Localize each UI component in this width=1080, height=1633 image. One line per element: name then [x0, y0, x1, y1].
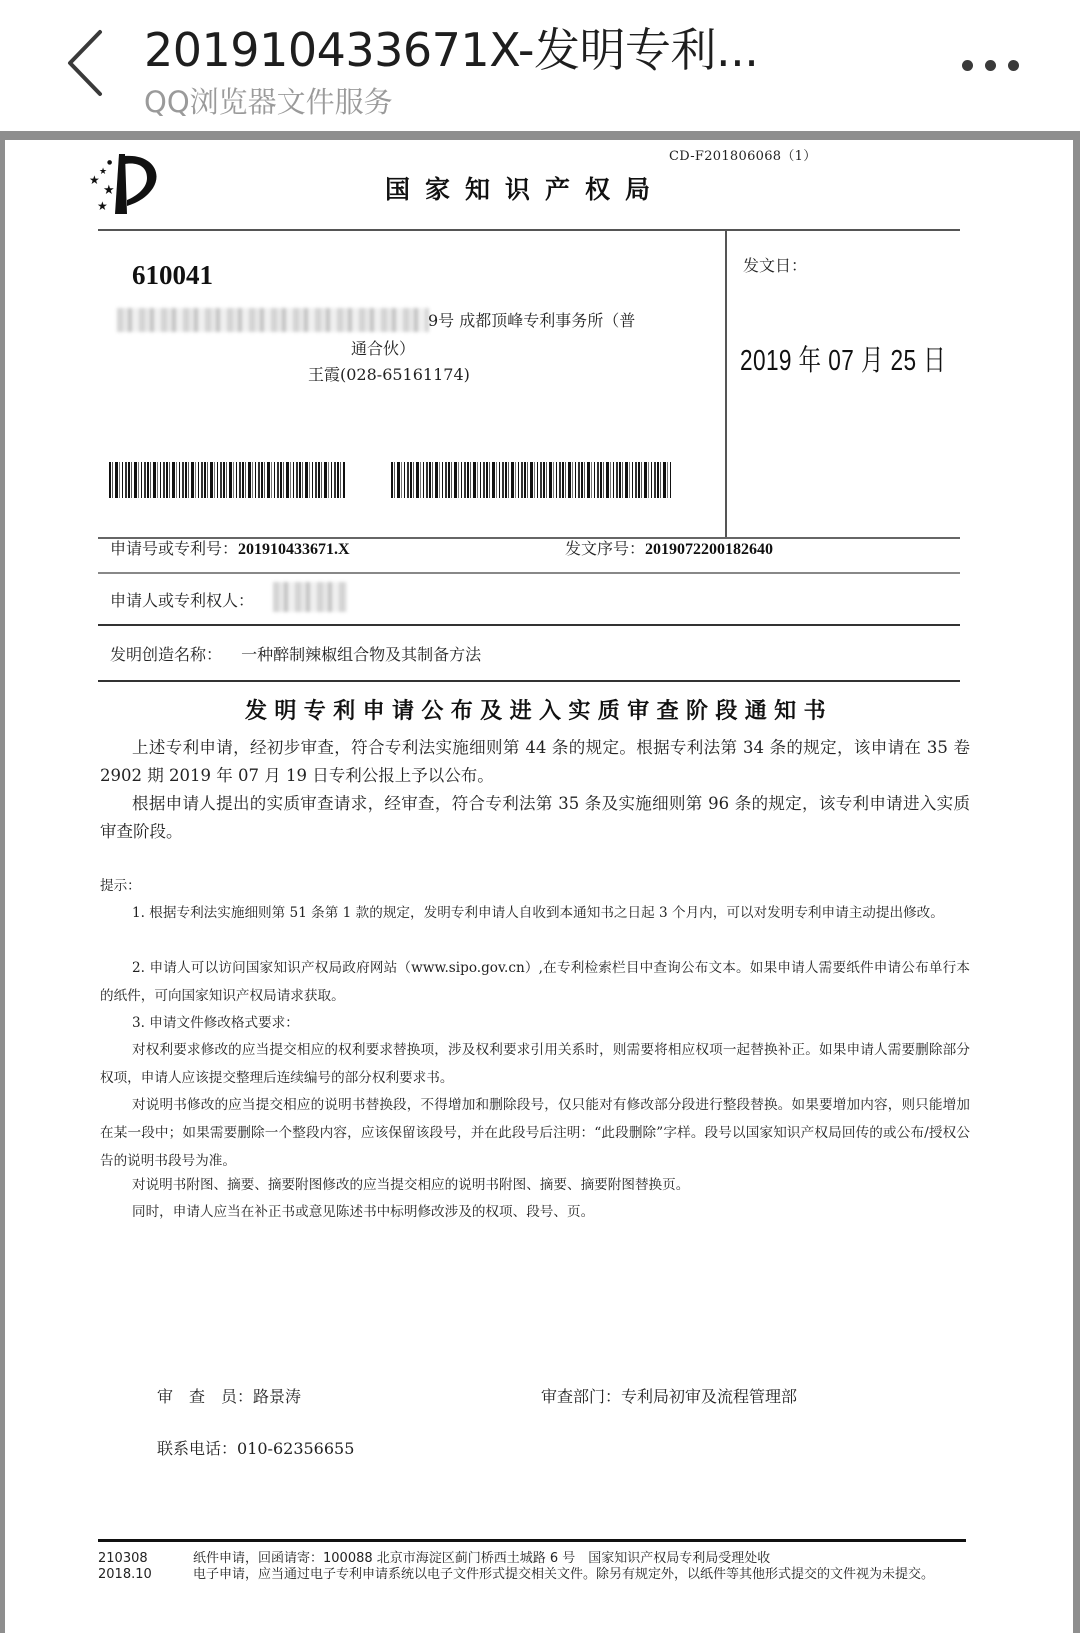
- divider: [98, 229, 960, 231]
- divider: [98, 624, 960, 626]
- serial-number-label: 发文序号：: [565, 539, 646, 558]
- issue-date-value: 2019 年 07 月 25 日: [740, 345, 947, 377]
- chevron-left-icon: [62, 28, 112, 98]
- recipient-agent: 王霞(028-65161174): [308, 365, 470, 384]
- app-subtitle: QQ浏览器文件服务: [144, 85, 393, 119]
- applicant-row: [110, 588, 254, 611]
- svg-text:★: ★: [89, 173, 100, 187]
- body-paragraph-1: 上述专利申请，经初步审查，符合专利法实施细则第 44 条的规定。根据专利法第 34 条的规定，该申请在 35 卷 2902 期 2019 年 07 月 19 日专利公报上予以公布。: [100, 738, 970, 785]
- tip-item-6: 对说明书附图、摘要、摘要附图修改的应当提交相应的说明书附图、摘要、摘要附图替换页。: [132, 1177, 690, 1193]
- document-title: 201910433671X-发明专利...: [144, 23, 759, 77]
- department-label: 审查部门：: [541, 1387, 622, 1406]
- phone-row: [157, 1436, 354, 1459]
- footer-line-2: 电子申请，应当通过电子专利申请系统以电子文件形式提交相关文件。除另有规定外，以纸件等其他形式提交的文件视为未提交。: [193, 1567, 935, 1582]
- more-horizontal-icon-dot: [1008, 60, 1019, 71]
- divider-vertical: [725, 229, 727, 538]
- tip-item-7: 同时，申请人应当在补正书或意见陈述书中标明修改涉及的权项、段号、页。: [132, 1204, 595, 1220]
- barcode-right: [391, 462, 673, 498]
- divider: [98, 572, 960, 574]
- divider: [98, 680, 960, 682]
- phone-value: 010-62356655: [237, 1439, 355, 1458]
- back-button[interactable]: [62, 28, 112, 98]
- body-paragraph-2: 根据申请人提出的实质审查请求，经审查，符合专利法第 35 条及实施细则第 96 条的规定，该专利申请进入实质审查阶段。: [100, 794, 970, 841]
- recipient-address-line2: 通合伙）: [351, 339, 416, 358]
- tip-item-4: 对权利要求修改的应当提交相应的权利要求替换项，涉及权利要求引用关系时，则需要将相应权项一起替换补正。如果申请人需要删除部分权项，申请人应该提交整理后连续编号的部分权利要求书。: [100, 1042, 970, 1086]
- notice-title: 发明专利申请公布及进入实质审查阶段通知书: [244, 699, 833, 724]
- form-code: CD-F201806068（1）: [669, 149, 817, 164]
- footer-code-2: 2018.10: [98, 1567, 152, 1582]
- invention-title-value: 一种醉制辣椒组合物及其制备方法: [241, 645, 482, 664]
- svg-text:★: ★: [97, 199, 108, 213]
- application-number-row: [110, 536, 350, 559]
- serial-number-row: [565, 536, 773, 559]
- invention-title-label: 发明创造名称：: [110, 645, 223, 664]
- issue-date-label: 发文日：: [743, 256, 808, 275]
- tip-item-3: 3. 申请文件修改格式要求：: [132, 1015, 299, 1031]
- tip-item-1: 1. 根据专利法实施细则第 51 条第 1 款的规定，发明专利申请人自收到本通知书之日起 3 个月内，可以对发明专利申请主动提出修改。: [132, 905, 944, 921]
- tip-item-5: 对说明书修改的应当提交相应的说明书替换段，不得增加和删除段号，仅只能对有修改部分段进行整段替换。如果要增加内容，则只能增加在某一段中；如果需要删除一个整段内容，应该保留该段号，并在此段号后注明：“此段删除”字样。段号以国家知识产权局回传的或公布/授权公告的说明书段号为准。: [100, 1097, 970, 1169]
- footer-divider: [98, 1539, 966, 1542]
- document-viewer[interactable]: [0, 131, 1080, 1633]
- redacted-applicant: [273, 582, 347, 612]
- application-number-label: 申请号或专利号：: [110, 539, 239, 558]
- examiner-row: [157, 1384, 301, 1407]
- serial-number-value: 2019072200182640: [645, 541, 774, 558]
- examiner-label: 审 查 员：: [157, 1387, 254, 1406]
- office-name-heading: 国家知识产权局: [385, 175, 666, 204]
- footer-code-1: 210308: [98, 1551, 148, 1566]
- svg-text:●: ●: [107, 159, 113, 166]
- barcode-left: [109, 462, 345, 498]
- redacted-address: [117, 308, 429, 332]
- more-options-button[interactable]: [962, 52, 1032, 78]
- invention-title-row: [110, 642, 481, 665]
- app-header: [0, 0, 1080, 131]
- application-number-value: 201910433671.X: [238, 541, 350, 558]
- document-page: [5, 140, 1073, 1633]
- footer-line-1: 纸件申请，回函请寄：100088 北京市海淀区蓟门桥西土城路 6 号 国家知识产权局专利局受理处收: [193, 1551, 771, 1566]
- recipient-postcode: 610041: [132, 260, 213, 290]
- tips-heading: 提示：: [100, 878, 141, 894]
- department-name: 专利局初审及流程管理部: [621, 1387, 798, 1406]
- cnipa-logo-icon: [81, 150, 163, 216]
- recipient-address-line1: 9号 成都顶峰专利事务所（普: [428, 311, 636, 330]
- svg-text:★: ★: [99, 167, 108, 177]
- svg-text:★: ★: [103, 183, 115, 198]
- applicant-label: 申请人或专利权人：: [110, 591, 255, 610]
- department-row: [541, 1384, 797, 1407]
- examiner-name: 路景涛: [253, 1387, 302, 1406]
- more-horizontal-icon-dot: [985, 60, 996, 71]
- phone-label: 联系电话：: [157, 1439, 238, 1458]
- more-horizontal-icon: [962, 60, 973, 71]
- tip-item-2: 2. 申请人可以访问国家知识产权局政府网站（www.sipo.gov.cn）,在专利检索栏目中查询公布文本。如果申请人需要纸件申请公布单行本的纸件，可向国家知识产权局请求获取。: [100, 960, 970, 1004]
